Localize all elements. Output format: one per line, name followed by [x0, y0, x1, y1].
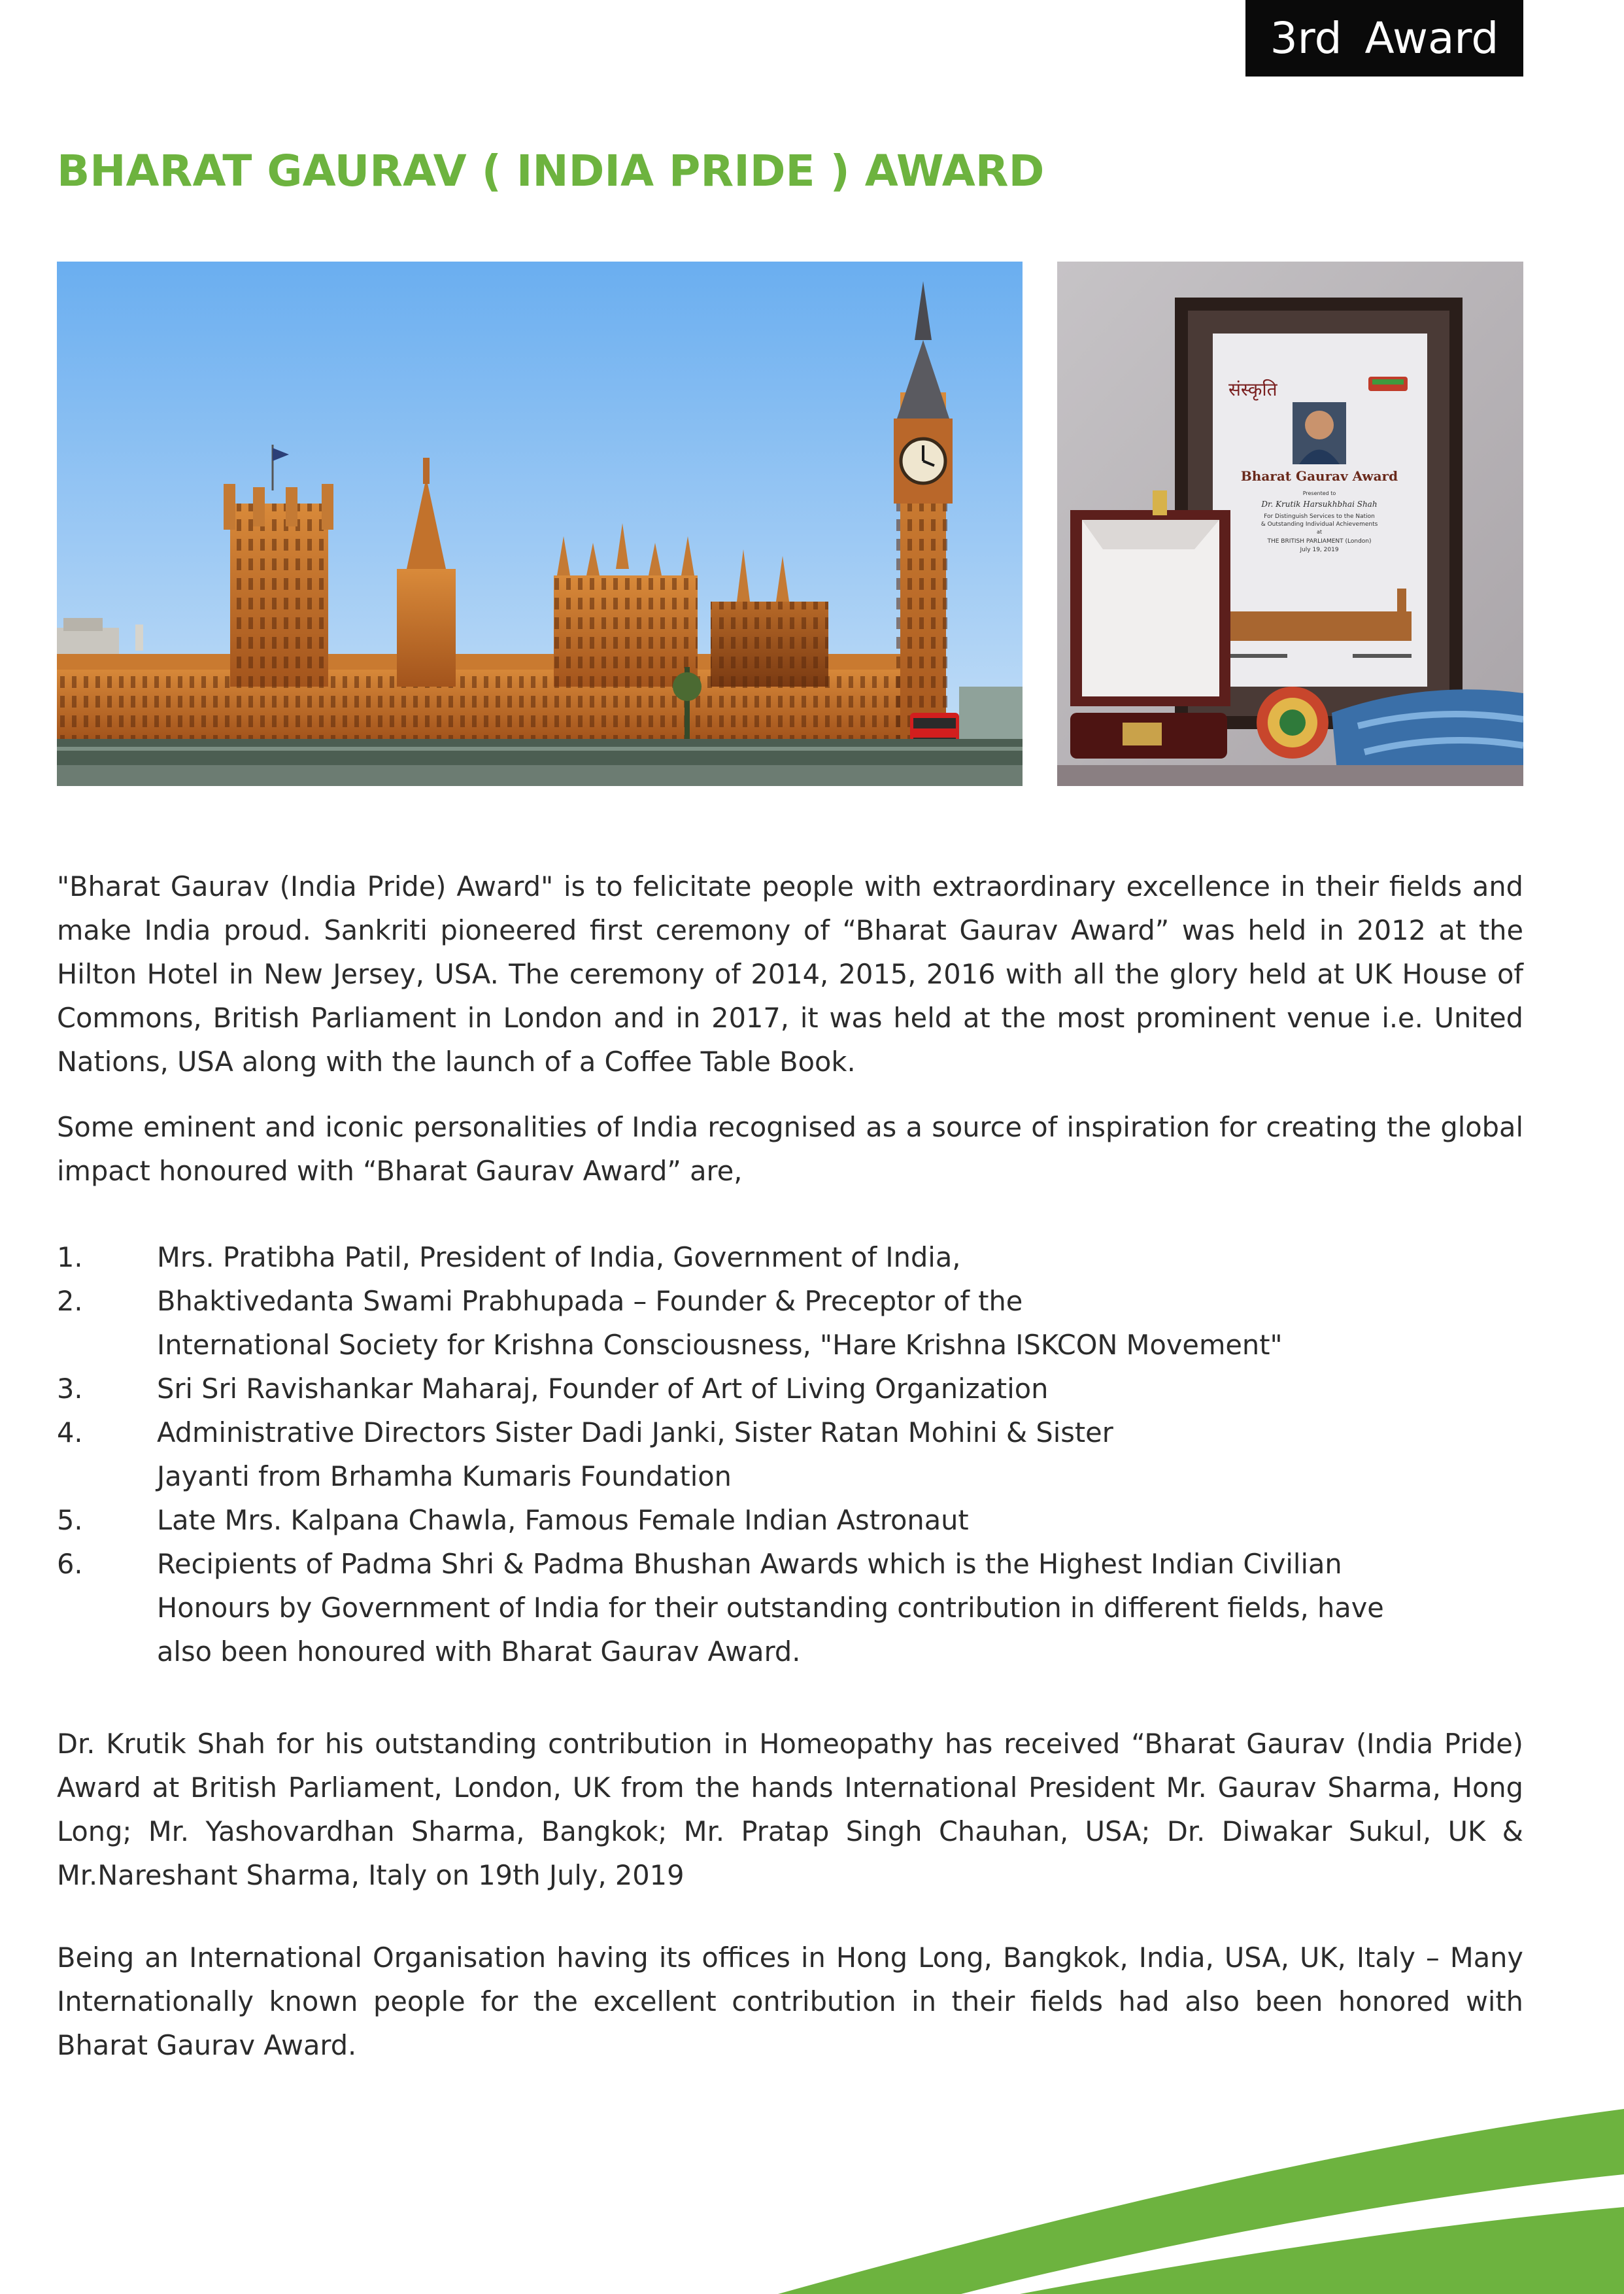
list-item — [57, 1367, 1523, 1411]
list-item-number: 6. — [57, 1548, 83, 1580]
certificate-presented-to: Presented to — [1302, 490, 1336, 496]
list-item-number: 1. — [57, 1241, 83, 1273]
list-item — [57, 1498, 1523, 1542]
decorative-green-swoosh — [0, 2060, 1624, 2294]
certificate-brand: संस्कृति — [1228, 379, 1277, 400]
intro-paragraph: "Bharat Gaurav (India Pride) Award" is to felicitate people with extraordinary excellence in their fields and make India proud. Sankriti pioneered first ceremony of “Bharat Gaurav Award” was held in 2012 at the Hilton Hotel in New Jersey, USA. The ceremony of 2014, 2015, 2016 with all the glory held at UK House of Commons, British Parliament in London and in 2017, it was held at the most prominent venue i.e. United Nations, USA along with the launch of a Coffee Table Book. — [57, 870, 1523, 1078]
list-item-number: 3. — [57, 1373, 83, 1405]
honourees-intro-paragraph: Some eminent and iconic personalities of India recognised as a source of inspiration for creating the global impact honoured with “Bharat Gaurav Award” are, — [57, 1111, 1523, 1187]
list-item — [57, 1235, 1523, 1279]
certificate-at: at — [1316, 529, 1323, 535]
certificate-venue: THE BRITISH PARLIAMENT (London) — [1267, 538, 1372, 545]
organisation-paragraph: Being an International Organisation having its offices in Hong Long, Bangkok, India, USA, UK, Italy – Many Internationally known people for the excellent contribution in their fields had also been honored with Bharat Gaurav Award. — [57, 1942, 1523, 2061]
list-item — [57, 1279, 1523, 1367]
certificate-title: Bharat Gaurav Award — [1240, 468, 1398, 484]
list-item-number: 2. — [57, 1285, 83, 1317]
certificate-recipient: Dr. Krutik Harsukhbhai Shah — [1261, 500, 1378, 509]
certificate-date: July 19, 2019 — [1300, 547, 1339, 553]
list-item-text: Administrative Directors Sister Dadi Janki, Sister Ratan Mohini & Sister Jayanti from Brhamha Kumaris Foundation — [157, 1416, 1113, 1492]
list-item-text: Mrs. Pratibha Patil, President of India, Government of India, — [157, 1241, 961, 1273]
list-item-text: Late Mrs. Kalpana Chawla, Famous Female Indian Astronaut — [157, 1504, 969, 1536]
certificate-citation-1: For Distinguish Services to the Nation — [1264, 513, 1375, 520]
list-item-text: Sri Sri Ravishankar Maharaj, Founder of Art of Living Organization — [157, 1373, 1049, 1405]
parliament-photo — [57, 262, 1023, 786]
recipient-paragraph: Dr. Krutik Shah for his outstanding contribution in Homeopathy has received “Bharat Gaurav (India Pride) Award at British Parliament, London, UK from the hands International President Mr. Gaurav Sharma, Hong Long; Mr. Yashovardhan Sharma, Bangkok; Mr. Pratap Singh Chauhan, USA; Dr. Diwakar Sukul, UK & Mr.Nareshant Sharma, Italy on 19th July, 2019 — [57, 1728, 1523, 1891]
list-item — [57, 1542, 1523, 1673]
certificate-citation-2: & Outstanding Individual Achievements — [1260, 521, 1378, 528]
list-item-number: 4. — [57, 1416, 83, 1448]
list-item-number: 5. — [57, 1504, 83, 1536]
award-rank-badge: 3rd Award — [1245, 0, 1523, 77]
award-certificate-photo — [1057, 262, 1523, 786]
list-item-text: Bhaktivedanta Swami Prabhupada – Founder & Preceptor of the International Society for Krishna Consciousness, "Hare Krishna ISKCON Movement" — [157, 1285, 1283, 1361]
list-item — [57, 1411, 1523, 1498]
page-title: BHARAT GAURAV ( INDIA PRIDE ) AWARD — [57, 146, 1045, 196]
honourees-list — [57, 1235, 1523, 1673]
list-item-text: Recipients of Padma Shri & Padma Bhushan Awards which is the Highest Indian Civilian Honours by Government of India for their outstanding contribution in different fields, have also been honoured with Bharat Gaurav Award. — [157, 1548, 1384, 1668]
